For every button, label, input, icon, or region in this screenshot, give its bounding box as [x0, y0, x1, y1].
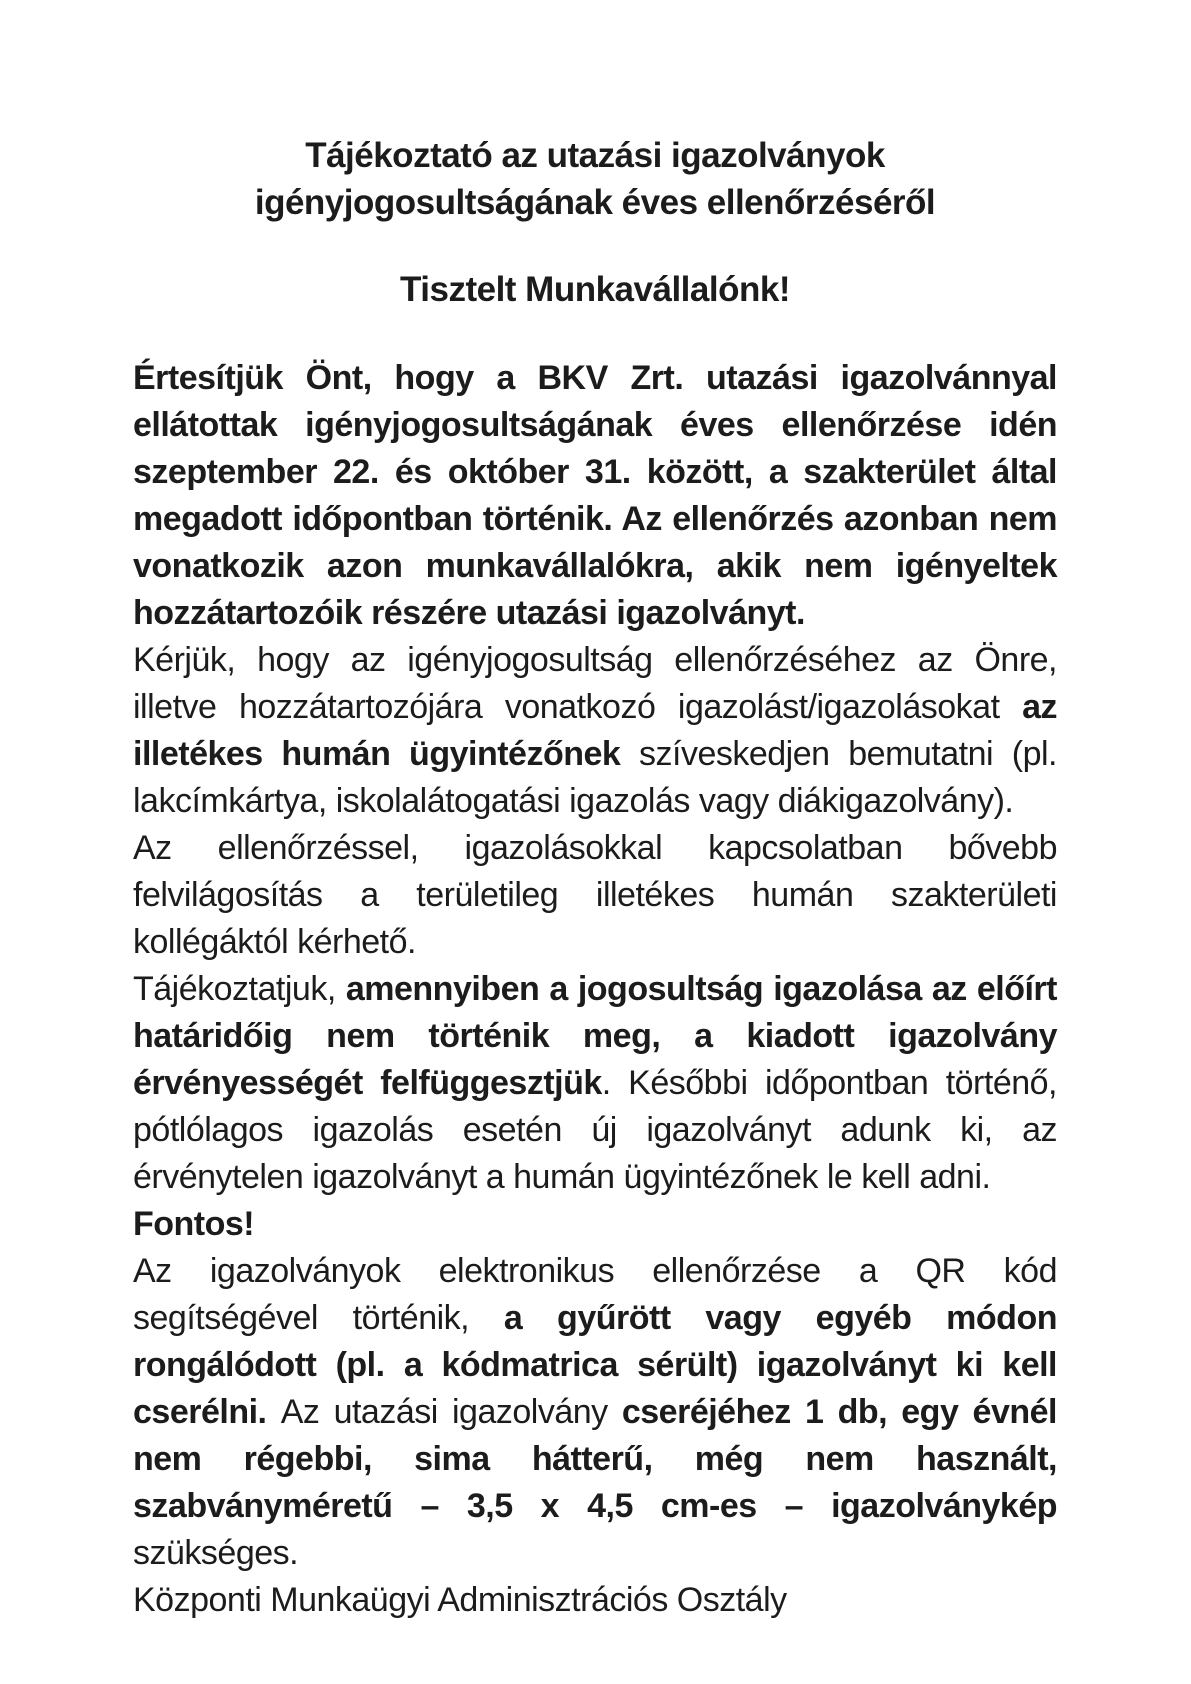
paragraph — [133, 825, 1057, 966]
text-run: Értesítjük Önt, hogy a BKV Zrt. utazási igazolvánnyal ellátottak igényjogosultságának éves ellenőrzése idén szeptember 22. és október 31. között, a szakterület által megadott időpontban történik. Az ellenőrzés azonban nem vonatkozik azon munkavállalókra, akik nem igényeltek hozzátartozóik részére utazási igazolványt. — [133, 359, 1057, 632]
text-run: Kérjük, hogy az igényjogosultság ellenőrzéséhez az Önre, illetve hozzátartozójára vonatkozó igazolást/igazolásokat — [133, 641, 1057, 726]
text-run: Fontos! — [133, 1205, 255, 1243]
paragraph — [133, 637, 1057, 825]
text-run: Az ellenőrzéssel, igazolásokkal kapcsolatban bővebb felvilágosítás a területileg illetékes humán szakterületi kollégáktól kérhető. — [133, 829, 1057, 961]
title-line-2: igényjogosultságának éves ellenőrzéséről — [254, 183, 936, 222]
text-run: szíveskedjen bemutatni (pl. lakcímkártya, iskolalátogatási igazolás vagy diákigazolvány). — [133, 735, 1057, 820]
title-line-1: Tájékoztató az utazási igazolványok — [305, 136, 885, 175]
paragraph — [133, 1201, 1057, 1248]
text-run: Az igazolványok elektronikus ellenőrzése a QR kód segítségével történik, — [133, 1252, 1057, 1337]
text-run: . Későbbi időpontban történő, pótlólagos igazolás esetén új igazolványt adunk ki, az érvénytelen igazolványt a humán ügyintézőnek le kell adni. — [133, 1064, 1057, 1196]
text-run: Az utazási igazolvány — [280, 1393, 622, 1431]
text-run: az illetékes humán ügyintézőnek — [133, 688, 1057, 773]
document-body — [133, 355, 1057, 1624]
paragraph — [133, 1248, 1057, 1577]
text-run: cseréjéhez 1 db, egy évnél nem régebbi, sima hátterű, még nem használt, szabványméretű – 3,5 x 4,5 cm-es – igazolványkép — [133, 1393, 1057, 1525]
text-run: szükséges. — [133, 1534, 299, 1572]
paragraph — [133, 1577, 1057, 1624]
paragraph — [133, 355, 1057, 637]
text-run: a gyűrött vagy egyéb módon rongálódott (pl. a kódmatrica sérült) igazolványt ki kell cserélni. — [133, 1299, 1057, 1431]
salutation: Tisztelt Munkavállalónk! — [400, 270, 790, 309]
text-run: Tájékoztatjuk, — [133, 970, 346, 1008]
text-run: amennyiben a jogosultság igazolása az előírt határidőig nem történik meg, a kiadott igazolvány érvényességét felfüggesztjük — [133, 970, 1057, 1102]
document-title — [133, 132, 1057, 226]
text-run: Központi Munkaügyi Adminisztrációs Osztály — [133, 1581, 787, 1619]
paragraph — [133, 966, 1057, 1201]
